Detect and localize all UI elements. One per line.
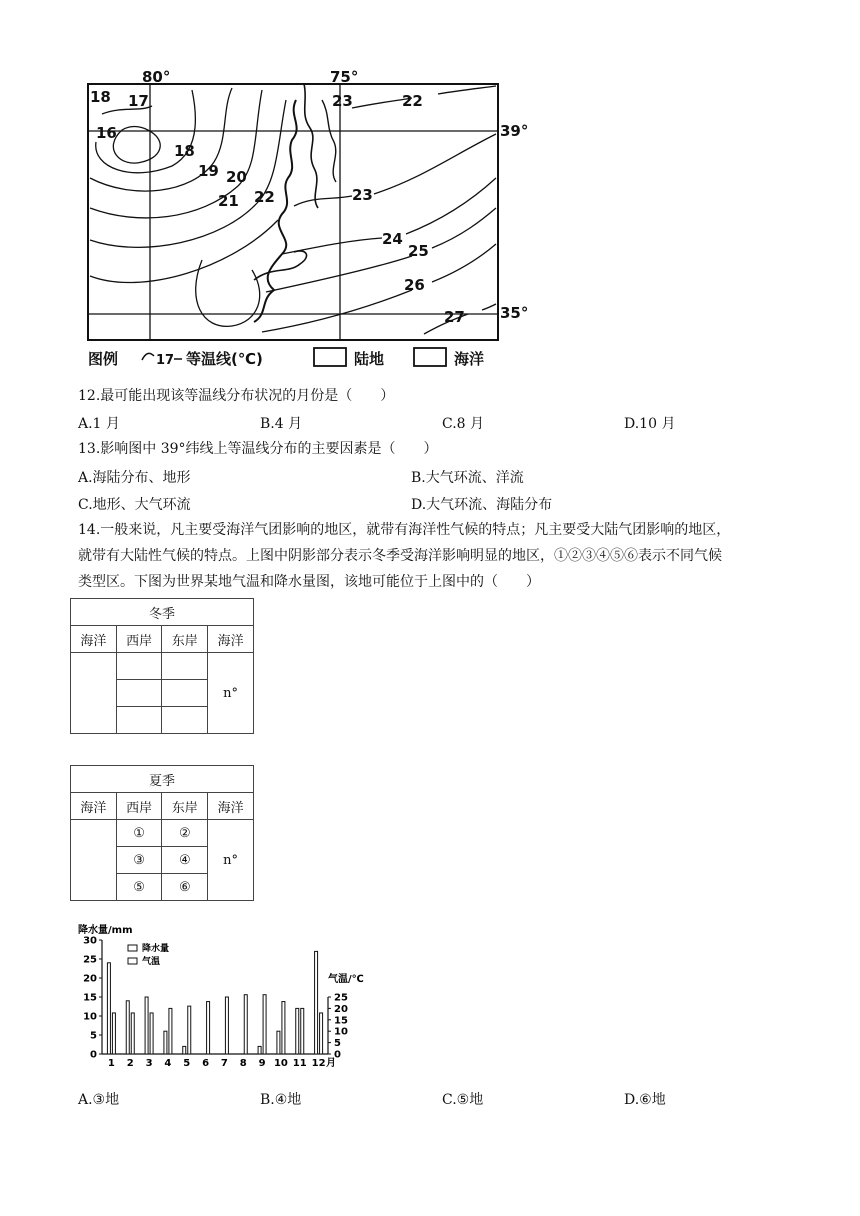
isotherm-label: 25	[408, 242, 429, 260]
precip-bar	[164, 1031, 167, 1054]
isotherm-label: 21	[218, 192, 239, 210]
legend-land-text: 陆地	[354, 350, 385, 368]
legend-label-temp: 气温	[142, 957, 161, 967]
legend-land-swatch	[314, 348, 346, 366]
left-axis-label: 降水量/mm	[78, 925, 133, 936]
precip-bar	[315, 951, 318, 1054]
climate-chart	[76, 922, 372, 1082]
right-tick-label: 20	[334, 1003, 348, 1015]
x-tick-label: 12	[311, 1058, 326, 1069]
table-header: 海洋	[208, 626, 254, 653]
q14-option-d[interactable]: D.⑥地	[624, 1092, 666, 1108]
precip-bar	[183, 1046, 186, 1054]
legend-isotherm-sample: 17	[156, 353, 175, 368]
isotherm-map	[82, 70, 532, 370]
q12-option-c[interactable]: C.8 月	[442, 416, 485, 432]
left-tick-label: 10	[83, 1011, 97, 1023]
x-tick-label: 3	[145, 1058, 153, 1069]
temp-bar	[112, 1013, 115, 1054]
left-tick-label: 20	[83, 973, 97, 985]
isotherm-label: 23	[352, 186, 373, 204]
table-cell	[71, 820, 117, 901]
q13-option-d[interactable]: D.大气环流、海陆分布	[411, 497, 553, 513]
q13-option-c[interactable]: C.地形、大气环流	[78, 497, 191, 513]
lat-label: 39°	[500, 122, 529, 140]
isotherm-label: 20	[226, 168, 247, 186]
temp-bar	[320, 1013, 323, 1054]
x-tick-label: 10	[273, 1058, 288, 1069]
winter-table-title: 冬季	[71, 599, 254, 626]
legend-ocean-swatch	[414, 348, 446, 366]
table-header: 东岸	[162, 793, 208, 820]
precip-bar	[126, 1001, 129, 1054]
q13-option-a[interactable]: A.海陆分布、地形	[78, 470, 191, 486]
q14-option-b[interactable]: B.④地	[260, 1092, 302, 1108]
right-axis-label: 气温/℃	[328, 974, 364, 985]
table-cell	[116, 653, 162, 680]
winter-table	[70, 598, 254, 734]
temp-bar	[131, 1013, 134, 1054]
q12-option-b[interactable]: B.4 月	[260, 416, 303, 432]
isotherm-label: 18	[90, 88, 111, 106]
right-tick-label: 15	[334, 1015, 348, 1027]
table-cell: ⑤	[116, 874, 162, 901]
temp-bar	[207, 1002, 210, 1054]
temp-bar	[301, 1008, 304, 1054]
x-tick-label: 4	[164, 1058, 172, 1069]
legend-swatch-precip	[128, 945, 137, 951]
isotherm-map-svg	[82, 70, 532, 370]
summer-table	[70, 765, 254, 901]
table-header: 海洋	[208, 793, 254, 820]
q12-option-a[interactable]: A.1 月	[78, 416, 120, 432]
summer-table-title: 夏季	[71, 766, 254, 793]
q12-stem: 12.最可能出现该等温线分布状况的月份是（ ）	[78, 388, 395, 404]
q14-line: 类型区。下图为世界某地气温和降水量图，该地可能位于上图中的（ ）	[78, 574, 540, 590]
left-tick-label: 5	[90, 1030, 97, 1042]
isotherm-label: 26	[404, 276, 425, 294]
x-tick-label: 11	[292, 1058, 307, 1069]
isotherm-label: 23	[332, 92, 353, 110]
x-tick-label: 5	[183, 1058, 191, 1069]
isotherm-label: 22	[254, 188, 275, 206]
x-tick-label: 8	[239, 1058, 247, 1069]
precip-bar	[145, 997, 148, 1054]
isotherm-label: 18	[174, 142, 195, 160]
legend-title: 图例	[88, 350, 119, 368]
q14-option-a[interactable]: A.③地	[78, 1092, 120, 1108]
temp-bar	[282, 1002, 285, 1054]
q14-option-c[interactable]: C.⑤地	[442, 1092, 484, 1108]
left-tick-label: 25	[83, 954, 97, 966]
legend-isotherm-text: 等温线(℃)	[186, 350, 263, 368]
temp-bar	[225, 997, 228, 1054]
table-cell	[71, 653, 117, 734]
legend-label-precip: 降水量	[142, 944, 170, 954]
table-cell	[162, 707, 208, 734]
legend-isotherm-symbol	[142, 353, 154, 360]
table-cell	[116, 680, 162, 707]
left-tick-label: 30	[83, 935, 97, 947]
precip-bar	[107, 963, 110, 1054]
q13-option-b[interactable]: B.大气环流、洋流	[411, 470, 524, 486]
table-header: 海洋	[71, 626, 117, 653]
precip-bar	[296, 1008, 299, 1054]
x-tick-label: 7	[220, 1058, 228, 1069]
q14-line: 14.一般来说，凡主要受海洋气团影响的地区，就带有海洋性气候的特点；凡主要受大陆气团影响的地区，	[78, 522, 731, 538]
table-cell: ②	[162, 820, 208, 847]
table-cell: ④	[162, 847, 208, 874]
table-cell	[162, 653, 208, 680]
lon-label: 80°	[142, 70, 171, 86]
right-tick-label: 0	[334, 1049, 341, 1061]
table-cell	[116, 707, 162, 734]
right-tick-label: 10	[334, 1026, 348, 1038]
isotherm-label: 27	[444, 308, 465, 326]
table-cell: ①	[116, 820, 162, 847]
table-header: 西岸	[116, 626, 162, 653]
lat-label: 35°	[500, 304, 529, 322]
isotherm-label: 24	[382, 230, 403, 248]
q13-stem: 13.影响图中 39°纬线上等温线分布的主要因素是（ ）	[78, 441, 438, 457]
x-tick-label: 6	[202, 1058, 210, 1069]
q14-stem	[78, 517, 798, 595]
isotherm-label: 22	[402, 92, 423, 110]
x-unit-label: 月	[326, 1058, 336, 1069]
left-tick-label: 15	[83, 992, 97, 1004]
x-tick-label: 9	[258, 1058, 266, 1069]
climate-chart-svg	[76, 922, 372, 1082]
temp-bar	[188, 1006, 191, 1054]
precip-bar	[258, 1046, 261, 1054]
temp-bar	[244, 995, 247, 1054]
q14-line: 就带有大陆性气候的特点。上图中阴影部分表示冬季受海洋影响明显的地区，①②③④⑤⑥表示不同气候	[78, 548, 722, 564]
precip-bar	[277, 1031, 280, 1054]
right-tick-label: 5	[334, 1038, 341, 1050]
legend-ocean-text: 海洋	[454, 350, 485, 368]
temp-bar	[150, 1013, 153, 1054]
chart-legend	[128, 942, 169, 967]
table-cell: ⑥	[162, 874, 208, 901]
lon-label: 75°	[330, 70, 359, 86]
table-cell: ③	[116, 847, 162, 874]
isotherm-label: 19	[198, 162, 219, 180]
right-tick-label: 25	[334, 992, 348, 1004]
q12-option-d[interactable]: D.10 月	[624, 416, 676, 432]
table-header: 海洋	[71, 793, 117, 820]
map-legend	[88, 348, 484, 368]
table-header: 东岸	[162, 626, 208, 653]
x-tick-label: 1	[107, 1058, 115, 1069]
x-tick-label: 2	[126, 1058, 134, 1069]
table-header: 西岸	[116, 793, 162, 820]
table-right-label: n°	[208, 820, 254, 901]
legend-swatch-temp	[128, 958, 137, 964]
temp-bar	[263, 995, 266, 1054]
temp-bar	[169, 1008, 172, 1054]
isotherm-label: 16	[96, 124, 117, 142]
table-right-label: n°	[208, 653, 254, 734]
isotherm-label: 17	[128, 92, 149, 110]
table-cell	[162, 680, 208, 707]
left-tick-label: 0	[90, 1049, 97, 1061]
